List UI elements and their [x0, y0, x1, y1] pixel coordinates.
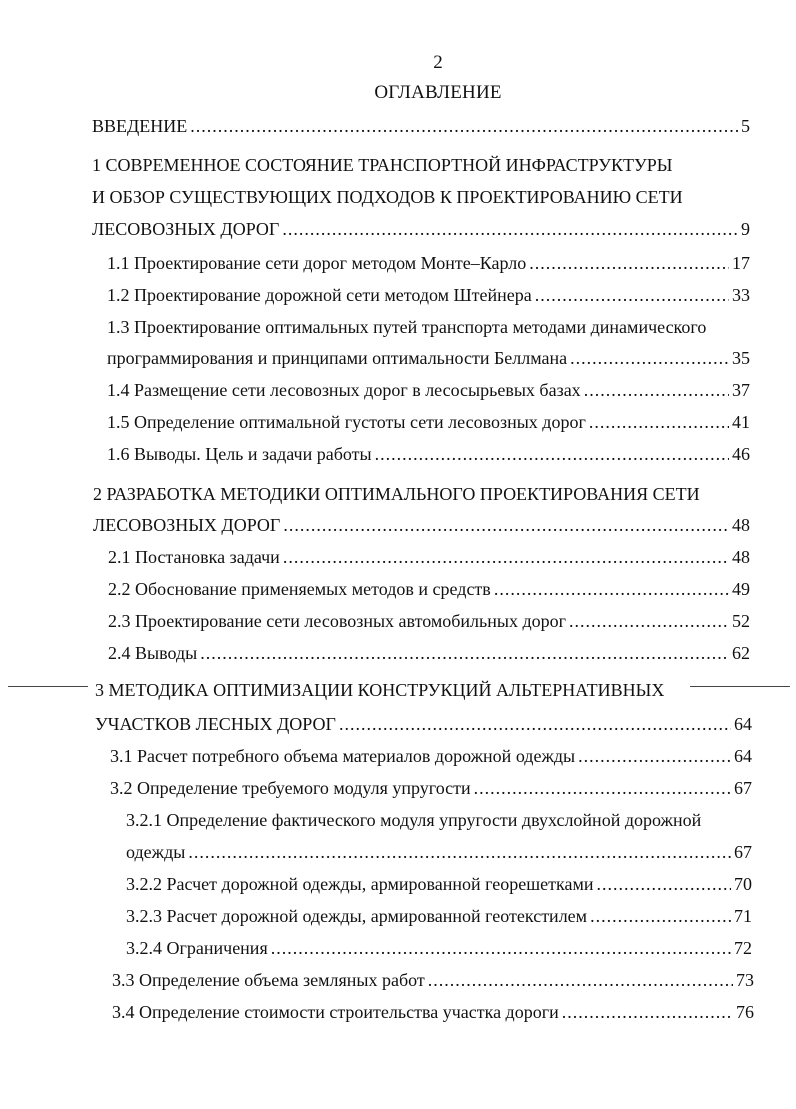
toc-entry-page: 72 — [734, 938, 752, 958]
toc-entry-1-6[interactable] — [107, 443, 750, 465]
toc-entry-label: 3.2.4 Ограничения — [126, 938, 268, 958]
toc-entry-label: УЧАСТКОВ ЛЕСНЫХ ДОРОГ — [95, 714, 336, 734]
leader-dots — [569, 610, 729, 632]
leader-dots — [529, 252, 729, 274]
leader-dots — [339, 713, 731, 735]
toc-entry-3-1[interactable] — [110, 745, 752, 767]
toc-entry-label: 2.2 Обоснование применяемых методов и средств — [108, 579, 491, 599]
toc-entry-intro[interactable] — [92, 115, 750, 137]
toc-entry-label: ЛЕСОВОЗНЫХ ДОРОГ — [92, 219, 280, 239]
leader-dots — [578, 745, 731, 767]
toc-entry-page: 67 — [734, 842, 752, 862]
toc-entry-page: 70 — [734, 874, 752, 894]
toc-entry-label: ЛЕСОВОЗНЫХ ДОРОГ — [93, 515, 281, 535]
leader-dots — [474, 777, 731, 799]
leader-dots — [584, 379, 729, 401]
toc-entry-2-4[interactable] — [108, 642, 750, 664]
toc-entry-chapter3[interactable] — [95, 713, 752, 735]
toc-entry-page: 67 — [734, 778, 752, 798]
toc-entry-page: 33 — [732, 285, 750, 305]
toc-entry-1-2[interactable] — [107, 284, 750, 306]
toc-entry-label: 1.5 Определение оптимальной густоты сети лесовозных дорог — [107, 412, 586, 432]
toc-entry-page: 9 — [741, 219, 750, 239]
toc-entry-label: программирования и принципами оптимальности Беллмана — [107, 348, 568, 368]
toc-entry-3-4[interactable] — [112, 1001, 754, 1023]
toc-entry-page: 64 — [734, 746, 752, 766]
toc-chapter3-line1[interactable]: 3 МЕТОДИКА ОПТИМИЗАЦИИ КОНСТРУКЦИЙ АЛЬТЕРНАТИВНЫХ — [95, 680, 665, 700]
toc-entry-1-4[interactable] — [107, 379, 750, 401]
toc-entry-3-2-3[interactable] — [126, 905, 752, 927]
toc-entry-page: 73 — [736, 970, 754, 990]
toc-entry-page: 64 — [734, 714, 752, 734]
toc-entry-label: 1.1 Проектирование сети дорог методом Монте–Карло — [107, 253, 527, 273]
toc-entry-2-3[interactable] — [108, 610, 750, 632]
leader-dots — [200, 642, 729, 664]
toc-entry-label: 2.3 Проектирование сети лесовозных автомобильных дорог — [108, 611, 567, 631]
toc-entry-page: 5 — [741, 116, 750, 136]
toc-entry-label: 3.2.3 Расчет дорожной одежды, армированной геотекстилем — [126, 906, 588, 926]
toc-entry-page: 71 — [734, 906, 752, 926]
toc-entry-chapter2[interactable] — [93, 514, 750, 536]
toc-entry-page: 76 — [736, 1002, 754, 1022]
leader-dots — [535, 284, 729, 306]
leader-dots — [283, 514, 729, 536]
leader-dots — [282, 218, 738, 240]
leader-dots — [428, 969, 733, 991]
leader-dots — [570, 347, 729, 369]
toc-entry-page: 17 — [732, 253, 750, 273]
toc-entry-page: 52 — [732, 611, 750, 631]
toc-entry-3-2-1[interactable] — [126, 841, 752, 863]
page-number: 2 — [433, 52, 443, 73]
toc-entry-2-1[interactable] — [108, 546, 750, 568]
toc-chapter1-line2[interactable]: И ОБЗОР СУЩЕСТВУЮЩИХ ПОДХОДОВ К ПРОЕКТИРОВАНИЮ СЕТИ — [92, 187, 683, 207]
toc-entry-label: 3.3 Определение объема земляных работ — [112, 970, 425, 990]
toc-entry-3-2[interactable] — [110, 777, 752, 799]
toc-entry-page: 62 — [732, 643, 750, 663]
leader-dots — [271, 937, 731, 959]
leader-dots — [590, 905, 731, 927]
toc-entry-label: 3.1 Расчет потребного объема материалов дорожной одежды — [110, 746, 576, 766]
toc-entry-page: 48 — [732, 515, 750, 535]
leader-dots — [190, 115, 738, 137]
toc-entry-3-2-4[interactable] — [126, 937, 752, 959]
toc-entry-label: ВВЕДЕНИЕ — [92, 116, 188, 136]
toc-chapter2-line1[interactable]: 2 РАЗРАБОТКА МЕТОДИКИ ОПТИМАЛЬНОГО ПРОЕКТИРОВАНИЯ СЕТИ — [93, 484, 700, 504]
leader-dots — [589, 411, 729, 433]
scan-artifact-line — [690, 686, 790, 687]
leader-dots — [188, 841, 731, 863]
leader-dots — [494, 578, 729, 600]
toc-entry-label: 1.2 Проектирование дорожной сети методом Штейнера — [107, 285, 532, 305]
leader-dots — [283, 546, 729, 568]
leader-dots — [562, 1001, 733, 1023]
toc-entry-label: одежды — [126, 842, 186, 862]
toc-entry-page: 49 — [732, 579, 750, 599]
toc-chapter1-line1[interactable]: 1 СОВРЕМЕННОЕ СОСТОЯНИЕ ТРАНСПОРТНОЙ ИНФРАСТРУКТУРЫ — [92, 155, 673, 175]
toc-entry-1-3-line1[interactable]: 1.3 Проектирование оптимальных путей транспорта методами динамического — [107, 317, 707, 337]
scan-artifact-line — [8, 686, 88, 687]
toc-entry-label: 1.4 Размещение сети лесовозных дорог в лесосырьевых базах — [107, 380, 581, 400]
toc-heading: ОГЛАВЛЕНИЕ — [374, 82, 502, 103]
toc-entry-1-3[interactable] — [107, 347, 750, 369]
toc-entry-label: 2.4 Выводы — [108, 643, 198, 663]
toc-entry-label: 1.6 Выводы. Цель и задачи работы — [107, 444, 372, 464]
toc-entry-chapter1[interactable] — [92, 218, 750, 240]
toc-entry-3-3[interactable] — [112, 969, 754, 991]
toc-entry-page: 35 — [732, 348, 750, 368]
leader-dots — [596, 873, 731, 895]
toc-entry-3-2-2[interactable] — [126, 873, 752, 895]
toc-entry-label: 3.4 Определение стоимости строительства участка дороги — [112, 1002, 559, 1022]
toc-entry-1-5[interactable] — [107, 411, 750, 433]
toc-entry-3-2-1-line1[interactable]: 3.2.1 Определение фактического модуля упругости двухслойной дорожной — [126, 810, 702, 830]
toc-entry-page: 37 — [732, 380, 750, 400]
toc-entry-page: 41 — [732, 412, 750, 432]
toc-entry-label: 3.2.2 Расчет дорожной одежды, армированной георешетками — [126, 874, 594, 894]
leader-dots — [375, 443, 729, 465]
toc-entry-page: 48 — [732, 547, 750, 567]
toc-entry-label: 3.2 Определение требуемого модуля упругости — [110, 778, 471, 798]
toc-entry-page: 46 — [732, 444, 750, 464]
toc-entry-1-1[interactable] — [107, 252, 750, 274]
toc-entry-label: 2.1 Постановка задачи — [108, 547, 280, 567]
toc-entry-2-2[interactable] — [108, 578, 750, 600]
